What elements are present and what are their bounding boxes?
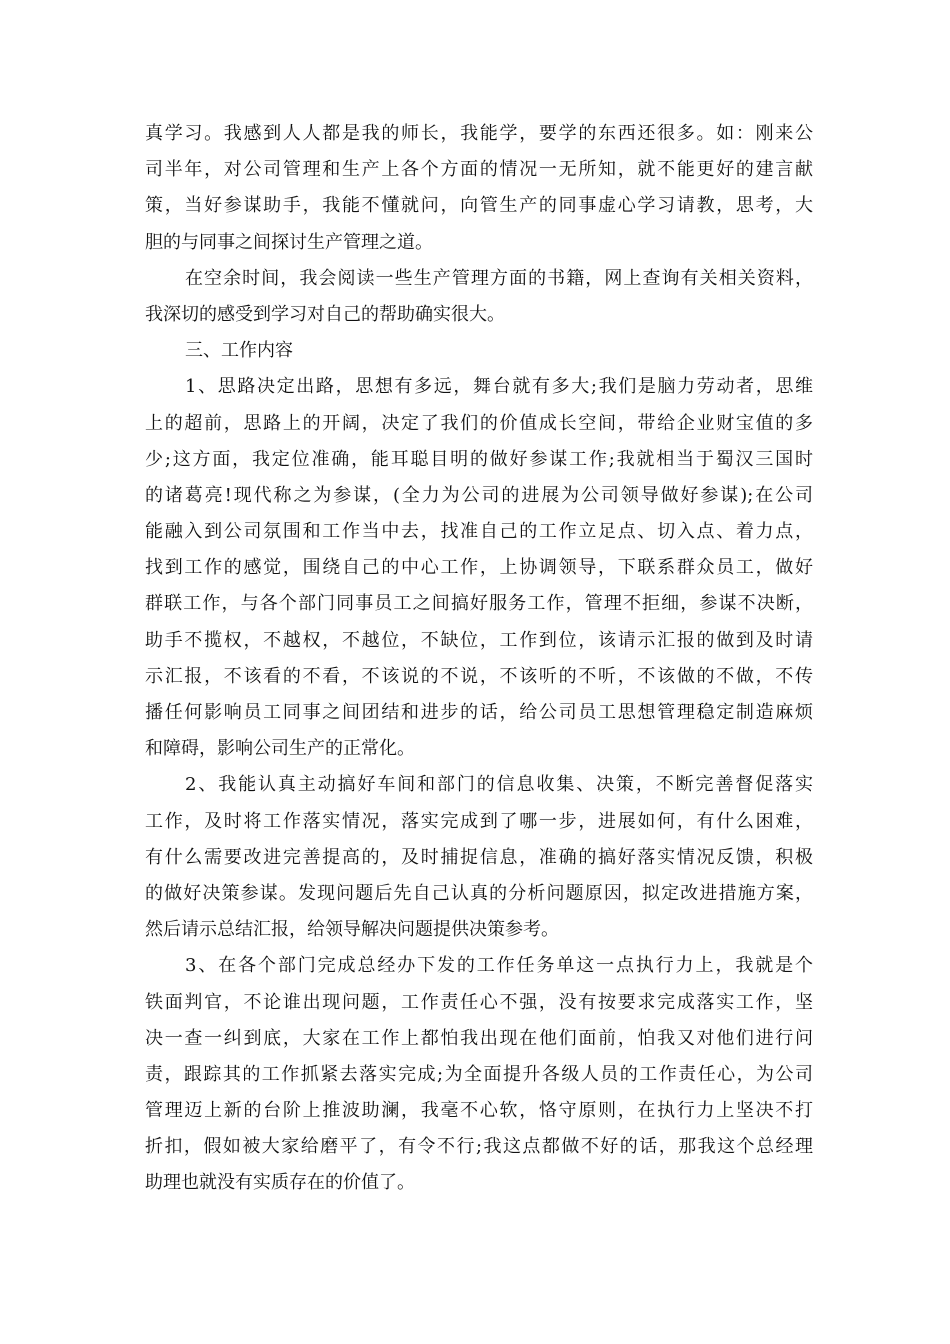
text-line: 能融入到公司氛围和工作当中去，找准自己的工作立足点、切入点、着力点， (145, 521, 813, 543)
text-line: 2、我能认真主动搞好车间和部门的信息收集、决策，不断完善督促落实 (185, 774, 813, 796)
text-line: 1、思路决定出路，思想有多远，舞台就有多大;我们是脑力劳动者，思维 (185, 376, 813, 398)
text-line: 三、工作内容 (185, 340, 293, 362)
text-line: 工作，及时将工作落实情况，落实完成到了哪一步，进展如何，有什么困难， (145, 810, 813, 832)
text-line: 策，当好参谋助手，我能不懂就问，向管生产的同事虚心学习请教，思考，大 (145, 195, 813, 217)
text-line: 的做好决策参谋。发现问题后先自己认真的分析问题原因，拟定改进措施方案， (145, 882, 813, 904)
text-line: 管理迈上新的台阶上推波助澜，我毫不心软，恪守原则，在执行力上坚决不打 (145, 1100, 813, 1122)
text-line: 铁面判官，不论谁出现问题，工作责任心不强，没有按要求完成落实工作，坚 (145, 991, 813, 1013)
text-line: 有什么需要改进完善提高的，及时捕捉信息，准确的搞好落实情况反馈，积极 (145, 846, 813, 868)
text-line: 找到工作的感觉，围绕自己的中心工作，上协调领导，下联系群众员工，做好 (145, 557, 813, 579)
text-line: 助手不揽权，不越权，不越位，不缺位，工作到位，该请示汇报的做到及时请 (145, 629, 813, 651)
text-line: 3、在各个部门完成总经办下发的工作任务单这一点执行力上，我就是个 (185, 955, 813, 977)
text-line: 决一查一纠到底，大家在工作上都怕我出现在他们面前，怕我又对他们进行问 (145, 1027, 813, 1049)
text-line: 真学习。我感到人人都是我的师长，我能学，要学的东西还很多。如：刚来公 (145, 123, 813, 144)
text-line: 的诸葛亮!现代称之为参谋，(全力为公司的进展为公司领导做好参谋);在公司 (145, 484, 813, 506)
text-line: 然后请示总结汇报，给领导解决问题提供决策参考。 (145, 919, 559, 941)
text-line: 助理也就没有实质存在的价值了。 (145, 1172, 415, 1194)
text-line: 胆的与同事之间探讨生产管理之道。 (145, 231, 433, 253)
text-line: 少;这方面，我定位准确，能耳聪目明的做好参谋工作;我就相当于蜀汉三国时 (145, 448, 813, 470)
text-line: 在空余时间，我会阅读一些生产管理方面的书籍，网上查询有关相关资料， (185, 267, 813, 289)
text-line: 示汇报，不该看的不看，不该说的不说，不该听的不听，不该做的不做，不传 (145, 665, 813, 687)
text-line: 播任何影响员工同事之间团结和进步的话，给公司员工思想管理稳定制造麻烦 (145, 702, 813, 723)
document-body (145, 116, 813, 1202)
text-line: 折扣，假如被大家给磨平了，有令不行;我这点都做不好的话，那我这个总经理 (145, 1136, 813, 1158)
text-line: 上的超前，思路上的开阔，决定了我们的价值成长空间，带给企业财宝值的多 (145, 412, 813, 434)
text-line: 我深切的感受到学习对自己的帮助确实很大。 (145, 303, 505, 325)
text-line: 责，跟踪其的工作抓紧去落实完成;为全面提升各级人员的工作责任心，为公司 (145, 1063, 813, 1085)
text-line: 司半年，对公司管理和生产上各个方面的情况一无所知，就不能更好的建言献 (145, 159, 813, 181)
text-line: 和障碍，影响公司生产的正常化。 (145, 738, 415, 760)
text-line: 群联工作，与各个部门同事员工之间搞好服务工作，管理不拒细，参谋不决断， (145, 593, 813, 615)
